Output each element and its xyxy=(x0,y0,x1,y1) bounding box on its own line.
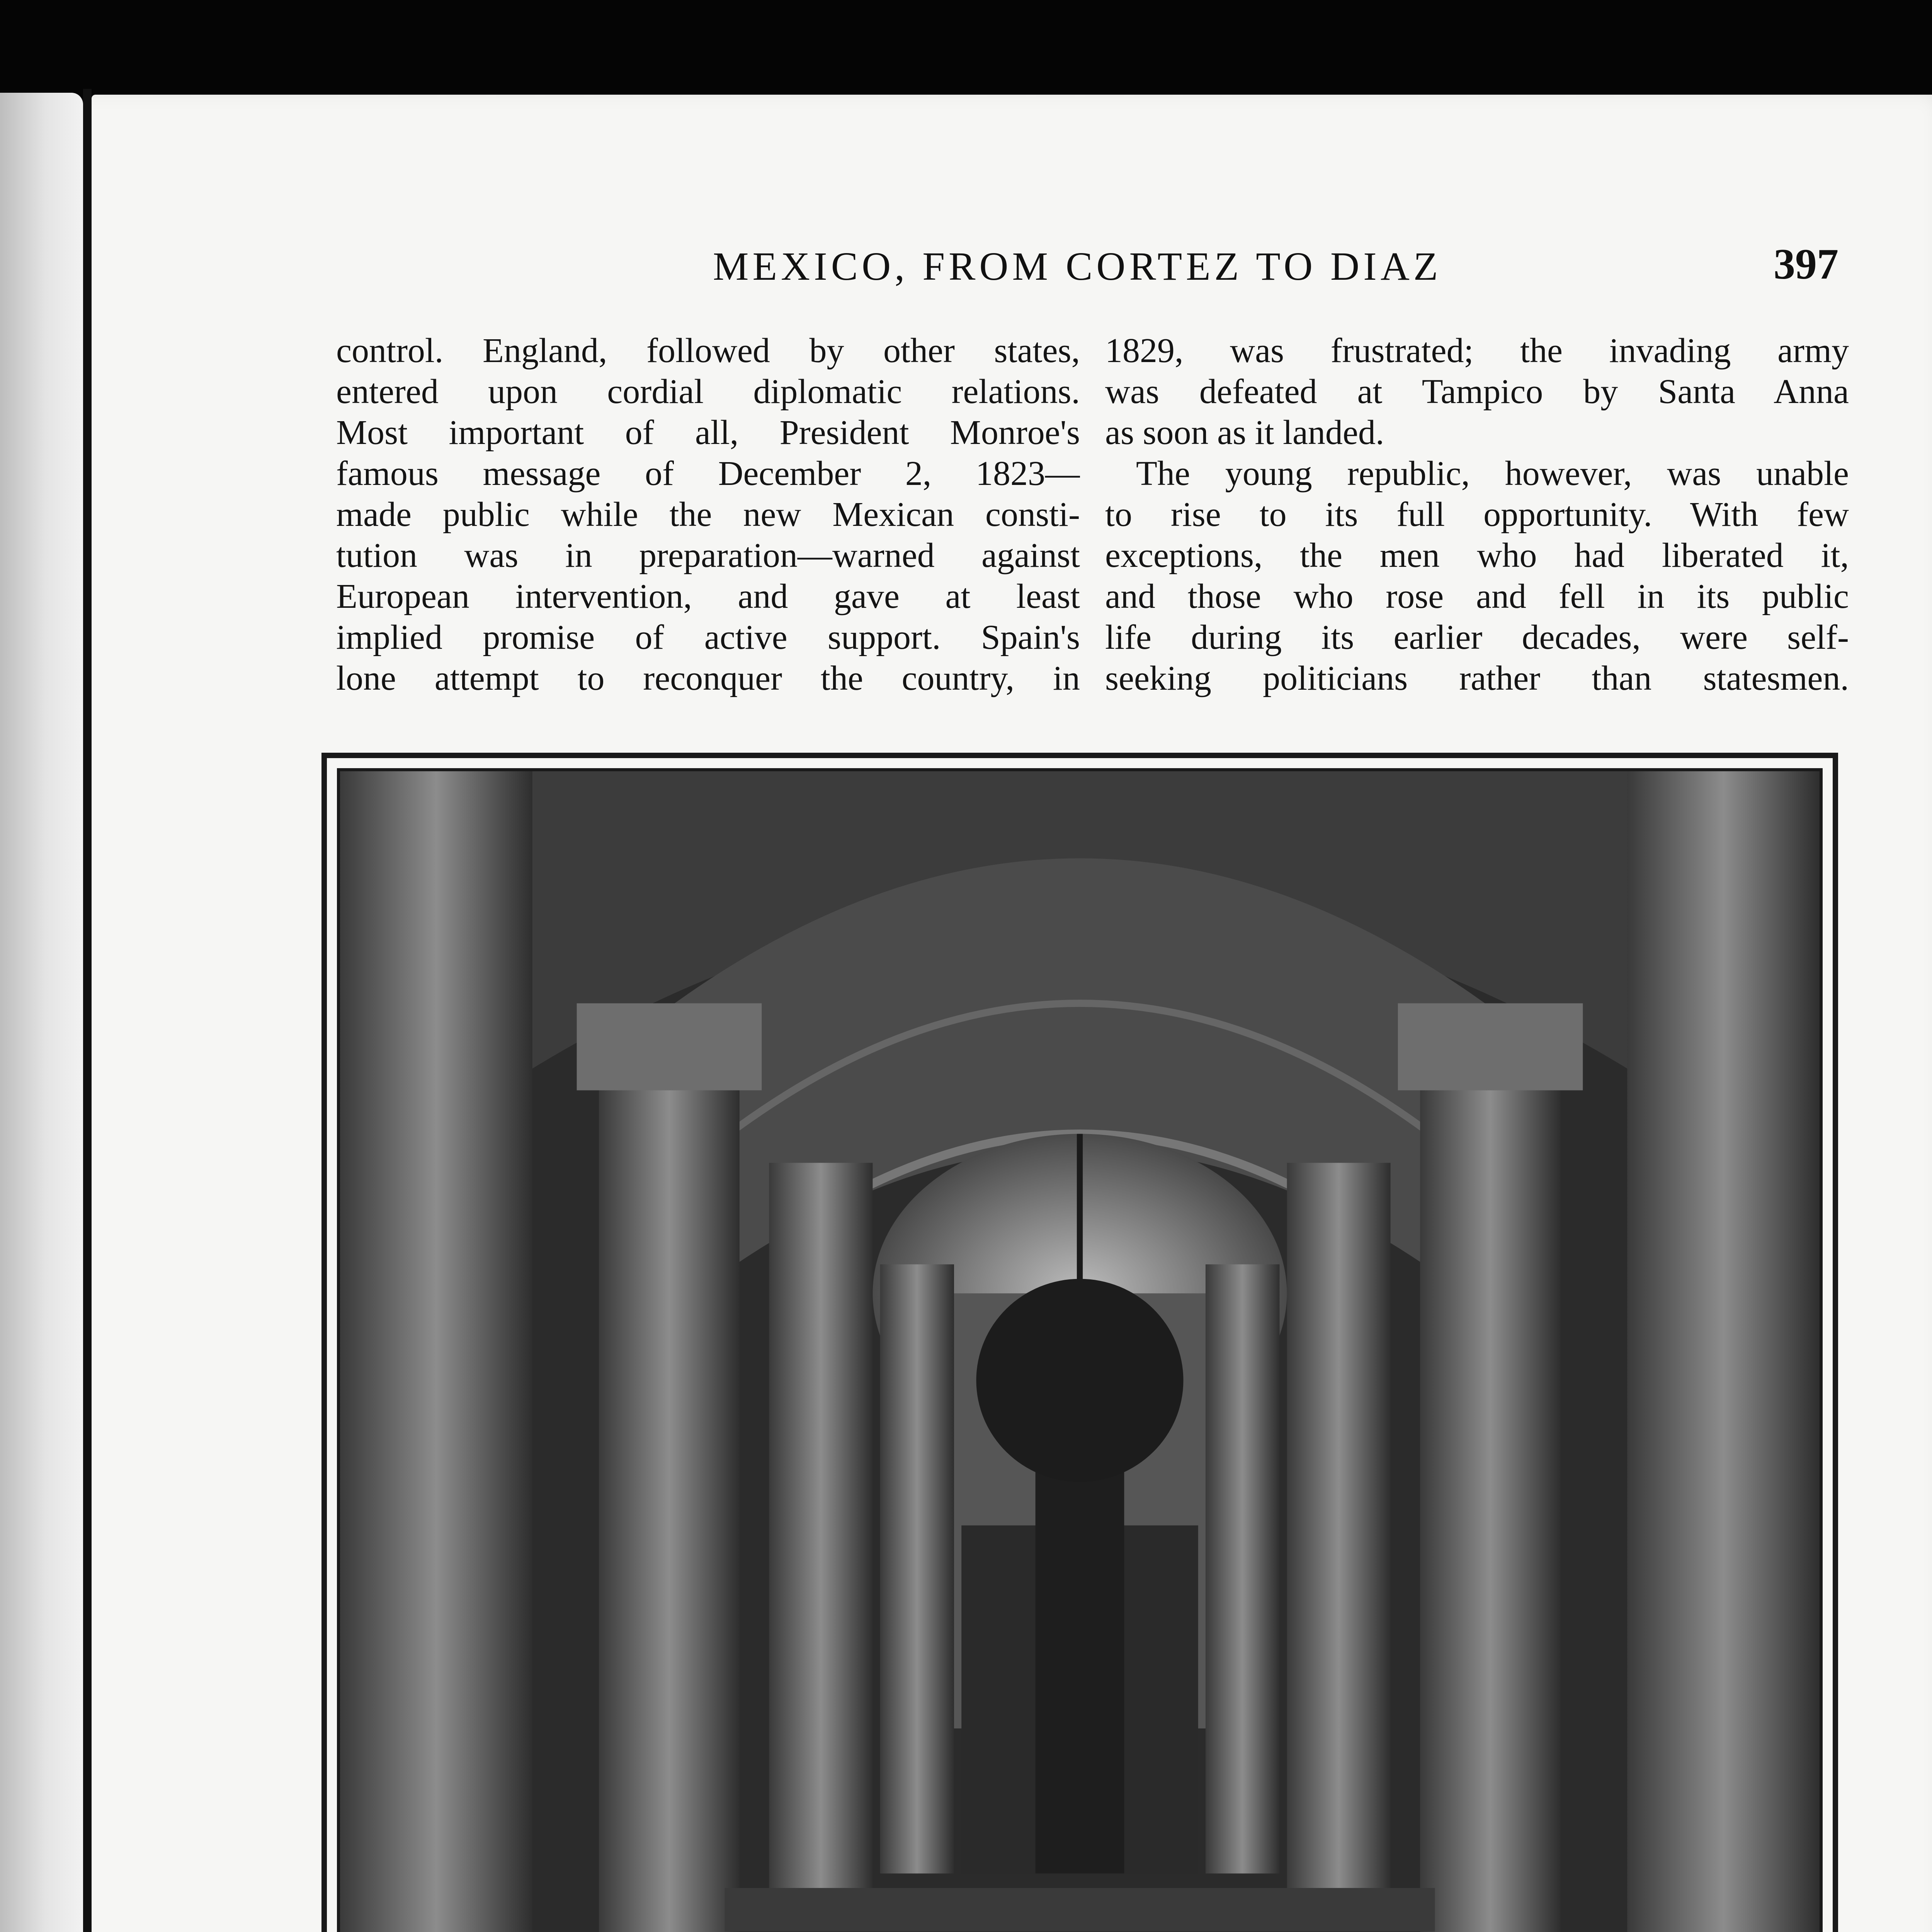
photo-frame xyxy=(321,753,1838,1932)
text-line: was defeated at Tampico by Santa Anna xyxy=(1105,372,1849,411)
page-number: 397 xyxy=(1774,240,1838,288)
church-interior-photo xyxy=(337,768,1823,1932)
text-line: control. England, followed by other states, xyxy=(336,332,1080,370)
text-line: lone attempt to reconquer the country, in xyxy=(336,659,1080,697)
text-line: European intervention, and gave at least xyxy=(336,577,1080,616)
running-head: MEXICO, FROM CORTEZ TO DIAZ xyxy=(713,244,1442,289)
text-line: tution was in preparation—warned against xyxy=(336,536,1080,575)
book-gutter xyxy=(83,89,92,1932)
text-line: exceptions, the men who had liberated it, xyxy=(1105,536,1849,575)
text-line: life during its earlier decades, were self- xyxy=(1105,618,1849,656)
facing-page-edge xyxy=(0,93,83,1932)
text-line: 1829, was frustrated; the invading army xyxy=(1105,332,1849,370)
text-line: as soon as it landed. xyxy=(1105,413,1384,452)
text-line: implied promise of active support. Spain's xyxy=(336,618,1080,656)
text-line: entered upon cordial diplomatic relations. xyxy=(336,372,1080,411)
text-line: seeking politicians rather than statesmen. xyxy=(1105,659,1849,697)
text-column-right xyxy=(1105,330,1849,699)
text-line: The young republic, however, was unable xyxy=(1136,454,1849,493)
text-line: made public while the new Mexican consti- xyxy=(336,495,1080,534)
text-line: to rise to its full opportunity. With few xyxy=(1105,495,1849,534)
church-interior-illustration xyxy=(340,771,1820,1932)
text-line: famous message of December 2, 1823— xyxy=(336,454,1080,493)
text-column-left xyxy=(336,330,1080,699)
text-line: Most important of all, President Monroe's xyxy=(336,413,1080,452)
text-line: and those who rose and fell in its public xyxy=(1105,577,1849,616)
